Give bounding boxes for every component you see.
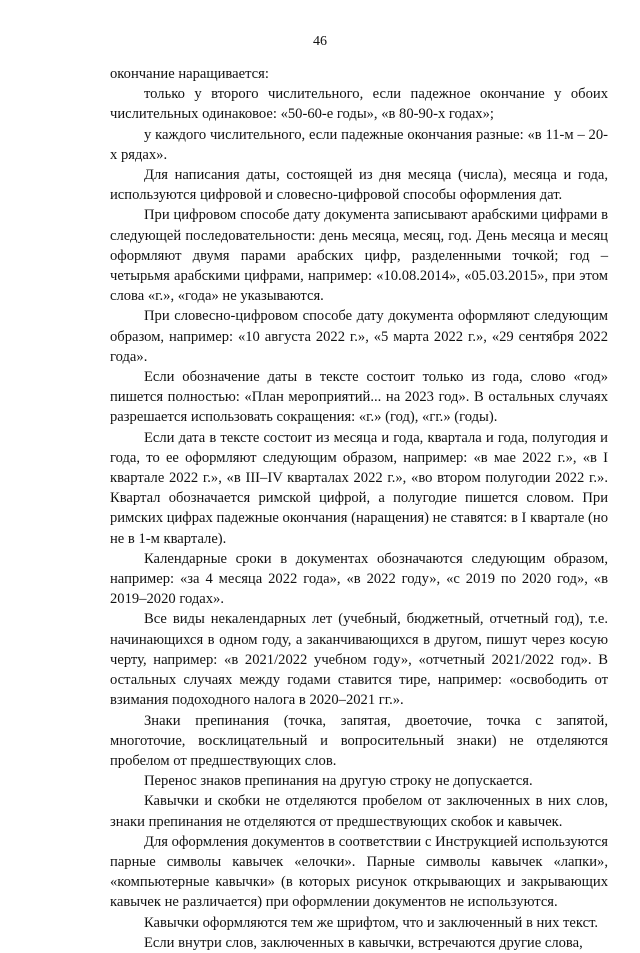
paragraph-second-numeral: только у второго числительного, если падежное окончание у обоих числительных одинаковое: «50-60-е годы», «в 80-90-х годах»; [110, 86, 608, 123]
paragraph-calendar-terms: Календарные сроки в документах обозначаются следующим образом, например: «за 4 месяца 2022 года», «в 2022 году», «с 2019 по 2020 год», «в 2019–2020 годах». [110, 550, 608, 608]
paragraph-nested-quotes: Если внутри слов, заключенных в кавычки, встречаются другие слова, [144, 934, 583, 951]
paragraph-date-methods: Для написания даты, состоящей из дня месяца (числа), месяца и года, используются цифровой и словесно-цифровой способы оформления дат. [110, 167, 608, 204]
paragraph-punctuation-spacing: Знаки препинания (точка, запятая, двоеточие, точка с запятой, многоточие, восклицательный и вопросительный знаки) не отделяются пробелом от предшествующих слов. [110, 712, 608, 769]
paragraph-quotes-brackets: Кавычки и скобки не отделяются пробелом от заключенных в них слов, знаки препинания не отделяются от предшествующих скобок и кавычек. [110, 793, 608, 830]
paragraph-digital-date: При цифровом способе дату документа записывают арабскими цифрами в следующей последовательности: день месяца, месяц, год. День месяца и месяц оформляют двумя парами арабских цифр, разделенными точкой; год – четырьмя арабскими цифрами, например: «10.08.2014», «05.03.2015», при этом слова «г.», «года» не указываются. [110, 207, 608, 305]
paragraph-verbal-digital-date: При словесно-цифровом способе дату документа оформляют следующим образом, например: «10 августа 2022 г.», «5 марта 2022 г.», «29 сентября 2022 года». [110, 308, 608, 365]
paragraph-non-calendar-years: Все виды некалендарных лет (учебный, бюджетный, отчетный год), т.е. начинающихся в одном году, а заканчивающихся в другом, пишут через косую черту, например: «в 2021/2022 учебном году», «отчетный 2021/2022 год». В остальных случаях между годами ставится тире, например: «освободить от взимания подоходного налога в 2020–2021 гг.». [110, 611, 608, 709]
paragraph-year-only: Если обозначение даты в тексте состоит только из года, слово «год» пишется полностью: «План мероприятий... на 2023 год». В остальных случаях разрешается использовать сокращения: «г.» (год), «гг.» (годы). [110, 369, 608, 426]
paragraph-month-quarter: Если дата в тексте состоит из месяца и года, квартала и года, полугодия и года, то ее оформляют следующим образом, например: «в мае 2022 г.», «в I квартале 2022 г.», «в III–IV кварталах 2022 г.», «во втором полугодии 2022 г.». Квартал обозначается римской цифрой, а полугодие пишется словом. При римских цифрах падежные окончания (наращения) не ставятся: в I квартале (но не в 1-м квартале). [110, 429, 608, 547]
paragraph-ending-intro: окончание наращивается: [110, 66, 269, 82]
paragraph-each-numeral: у каждого числительного, если падежные окончания разные: «в 11-м – 20-х рядах». [110, 126, 608, 163]
paragraph-quote-symbols: Для оформления документов в соответствии с Инструкцией используются парные символы кавычек «елочки». Парные символы кавычек «лапки», «компьютерные кавычки» (в которых рисунок открывающих и закрывающих кавычек не различается) при оформлении документов не используются. [110, 833, 608, 911]
paragraph-quote-font: Кавычки оформляются тем же шрифтом, что и заключенный в них текст. [144, 914, 599, 931]
paragraph-punctuation-wrap: Перенос знаков препинания на другую строку не допускается. [144, 773, 533, 790]
page-number: 46 [313, 34, 327, 49]
document-text [110, 64, 608, 953]
